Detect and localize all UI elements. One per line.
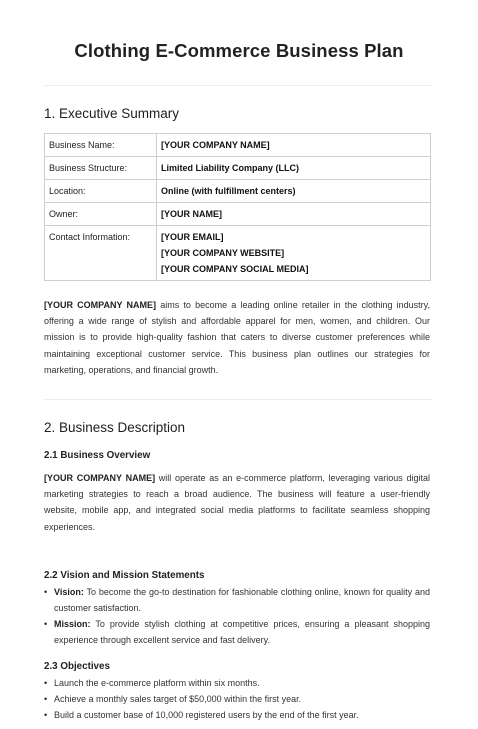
table-value [157, 226, 431, 281]
table-label: Business Structure: [45, 157, 157, 180]
vision-text: To become the go-to destination for fashionable clothing online, known for quality and customer satisfaction. [54, 587, 430, 613]
table-row [45, 180, 431, 203]
company-name-lead: [YOUR COMPANY NAME] [44, 300, 157, 310]
table-value: Limited Liability Company (LLC) [157, 157, 431, 180]
table-value: Online (with fulfillment centers) [157, 180, 431, 203]
contact-email: [YOUR EMAIL] [161, 232, 224, 242]
table-row [45, 226, 431, 281]
executive-summary-paragraph [44, 297, 430, 378]
table-label: Contact Information: [45, 226, 157, 281]
list-item: • Launch the e-commerce platform within six months. [44, 675, 430, 691]
list-item: • Achieve a monthly sales target of $50,000 within the first year. [44, 691, 430, 707]
objectives-list [44, 675, 430, 723]
vision-mission-list [44, 584, 430, 648]
vision-label: Vision: [54, 587, 84, 597]
list-item-mission [44, 616, 430, 648]
divider [44, 399, 432, 400]
contact-website: [YOUR COMPANY WEBSITE] [161, 248, 285, 258]
mission-text: To provide stylish clothing at competitive prices, ensuring a pleasant shopping experience through excellent service and fast delivery. [54, 619, 430, 645]
summary-text: aims to become a leading online retailer in the clothing industry, offering a wide range of stylish and affordable apparel for men, women, and children. Our mission is to provide high-quality fashion that caters to diverse customer preferences while maintaining exceptional customer service. This business plan outlines our strategies for marketing, operations, and financial growth. [44, 300, 430, 375]
mission-label: Mission: [54, 619, 91, 629]
table-value: [YOUR COMPANY NAME] [157, 134, 431, 157]
document-title: Clothing E-Commerce Business Plan [74, 40, 404, 61]
list-item: • Build a customer base of 10,000 registered users by the end of the first year. [44, 707, 430, 723]
company-name-lead: [YOUR COMPANY NAME] [44, 473, 156, 483]
contact-social-media: [YOUR COMPANY SOCIAL MEDIA] [161, 264, 309, 274]
subheading-objectives: 2.3 Objectives [44, 661, 110, 672]
business-overview-paragraph [44, 470, 430, 535]
table-label: Owner: [45, 203, 157, 226]
table-row [45, 203, 431, 226]
table-row [45, 134, 431, 157]
table-label: Business Name: [45, 134, 157, 157]
overview-text: will operate as an e-commerce platform, leveraging various digital marketing strategies to reach a broad audience. The business will feature a user-friendly website, mobile app, and integrated social media platforms to facilitate seamless shopping experiences. [44, 473, 431, 532]
table-value: [YOUR NAME] [157, 203, 431, 226]
table-row [45, 157, 431, 180]
divider [44, 85, 432, 86]
subheading-business-overview: 2.1 Business Overview [44, 450, 151, 461]
business-info-table [44, 133, 431, 281]
subheading-vision-mission: 2.2 Vision and Mission Statements [44, 570, 205, 581]
list-item-vision [44, 584, 430, 616]
section-heading-executive-summary: 1. Executive Summary [44, 106, 180, 121]
table-label: Location: [45, 180, 157, 203]
section-heading-business-description: 2. Business Description [44, 420, 186, 435]
